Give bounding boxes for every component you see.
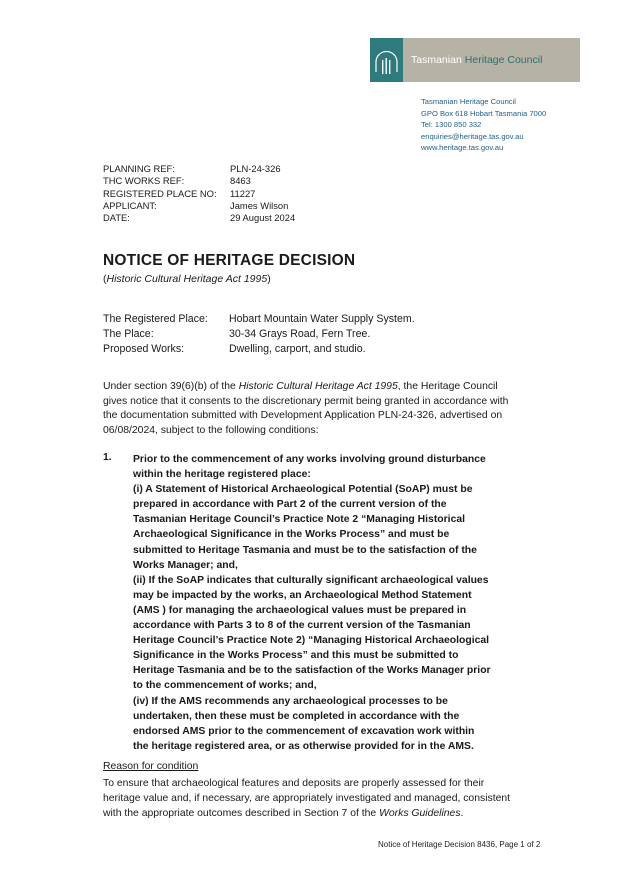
condition-line: Heritage Council’s Practice Note 2) “Managing Historical Archaeological [133, 635, 490, 647]
condition-line: Works Manager; and, [133, 559, 238, 571]
logo-text-main: Tasmanian [411, 54, 462, 66]
condition-line: (iv) If the AMS recommends any archaeological processes to be [133, 695, 448, 707]
condition-line: submitted to Heritage Tasmania and must be to the satisfaction of the [133, 544, 477, 556]
ref-label: PLANNING REF: [103, 163, 175, 174]
condition-line: prepared in accordance with Part 2 of the current version of the [133, 499, 447, 511]
ref-value: 29 August 2024 [230, 212, 296, 224]
intro-line: the documentation submitted with Development Application PLN-24-326, advertised on [103, 410, 503, 422]
place-row [103, 342, 415, 357]
document-title: NOTICE OF HERITAGE DECISION [103, 252, 356, 269]
condition-line: (i) A Statement of Historical Archaeological Potential (SoAP) must be [133, 484, 473, 496]
intro-text: , the Heritage Council [397, 381, 498, 392]
contact-org: Tasmanian Heritage Council [421, 97, 516, 106]
contact-phone: Tel: 1300 850 332 [421, 120, 482, 130]
ref-row [103, 200, 295, 212]
condition-line: (AMS ) for managing the archaeological values must be prepared in [133, 604, 467, 616]
ref-label: DATE: [103, 212, 130, 224]
place-block [103, 312, 415, 357]
reason-heading: Reason for condition [103, 761, 199, 772]
reason-text: with the appropriate outcomes described in Section 7 of the [103, 808, 380, 819]
intro-act: Historic Cultural Heritage Act 1995 [238, 381, 398, 392]
intro-line [103, 380, 533, 395]
condition-line: Heritage Tasmania and be to the satisfaction of the Works Manager prior [133, 665, 491, 677]
condition-line: to the commencement of works; and, [133, 680, 317, 692]
columns-logo-icon [370, 38, 403, 82]
place-value: Hobart Mountain Water Supply System. [229, 313, 415, 325]
ref-label: THC WORKS REF: [103, 175, 185, 187]
contact-block [421, 96, 546, 154]
intro-line: 06/08/2024, subject to the following conditions: [103, 424, 319, 436]
condition-line: accordance with Parts 3 to 8 of the current version of the Tasmanian [133, 620, 471, 632]
reference-block [103, 163, 295, 224]
ref-label: APPLICANT: [103, 199, 157, 211]
intro-text: Under section 39(6)(b) of the [103, 381, 239, 392]
heritage-council-logo [370, 38, 580, 82]
condition-line: (ii) If the SoAP indicates that culturally significant archaeological values [133, 574, 489, 586]
ref-row [103, 188, 295, 200]
condition-line: endorsed AMS prior to the commencement of excavation work within [133, 725, 475, 737]
condition-line: within the heritage registered place: [133, 469, 311, 481]
subtitle-act: Historic Cultural Heritage Act 1995 [106, 273, 268, 285]
place-value: Dwelling, carport, and studio. [229, 343, 366, 355]
subtitle-close: ) [267, 273, 271, 285]
intro-paragraph [103, 380, 533, 438]
condition-line: Significance in the Works Process” and this must be submitted to [133, 650, 459, 662]
place-label: The Place: [103, 328, 154, 340]
place-row [103, 327, 415, 342]
intro-line: gives notice that it consents to the discretionary permit being granted in accordance with [103, 395, 509, 407]
place-label: The Registered Place: [103, 313, 208, 325]
condition-text [133, 452, 553, 754]
place-value: 30-34 Grays Road, Fern Tree. [229, 328, 371, 340]
reason-line: To ensure that archaeological features and deposits are properly assessed for their [103, 778, 485, 789]
reason-paragraph [103, 776, 510, 821]
condition-line: Tasmanian Heritage Council’s Practice Note 2 “Managing Historical [133, 514, 466, 526]
ref-value: PLN-24-326 [230, 163, 281, 174]
page-footer: Notice of Heritage Decision 8436, Page 1 of 2 [378, 840, 541, 849]
ref-label: REGISTERED PLACE NO: [103, 187, 217, 199]
ref-value: 8463 [230, 175, 251, 187]
document-subtitle [103, 273, 271, 285]
ref-value: James Wilson [230, 199, 289, 211]
ref-row [103, 175, 295, 187]
reason-text: . [460, 808, 464, 819]
reason-line: heritage value and, if necessary, are appropriately investigated and managed, consistent [103, 793, 511, 804]
logo-text [403, 38, 580, 82]
condition-line: the heritage registered area, or as otherwise provided for in the AMS. [133, 740, 474, 752]
reason-italic: Works Guidelines [379, 808, 461, 819]
place-row [103, 312, 415, 327]
contact-email[interactable]: enquiries@heritage.tas.gov.au [421, 131, 524, 141]
condition-line: Archaeological Significance in the Works Process” and must be [133, 529, 450, 541]
condition-line: may be impacted by the works, an Archaeological Method Statement [133, 589, 472, 601]
place-label: Proposed Works: [103, 343, 185, 355]
ref-row [103, 163, 295, 175]
logo-text-accent: Heritage Council [464, 54, 543, 66]
subtitle-open: ( [103, 273, 107, 285]
ref-row [103, 212, 295, 224]
condition-number: 1. [103, 452, 112, 463]
condition-line: Prior to the commencement of any works involving ground disturbance [133, 454, 486, 465]
condition-line: undertaken, then these must be completed in accordance with the [133, 710, 460, 722]
contact-website[interactable]: www.heritage.tas.gov.au [421, 143, 504, 153]
contact-address: GPO Box 618 Hobart Tasmania 7000 [421, 108, 547, 118]
reason-line [103, 806, 510, 821]
ref-value: 11227 [230, 187, 256, 199]
